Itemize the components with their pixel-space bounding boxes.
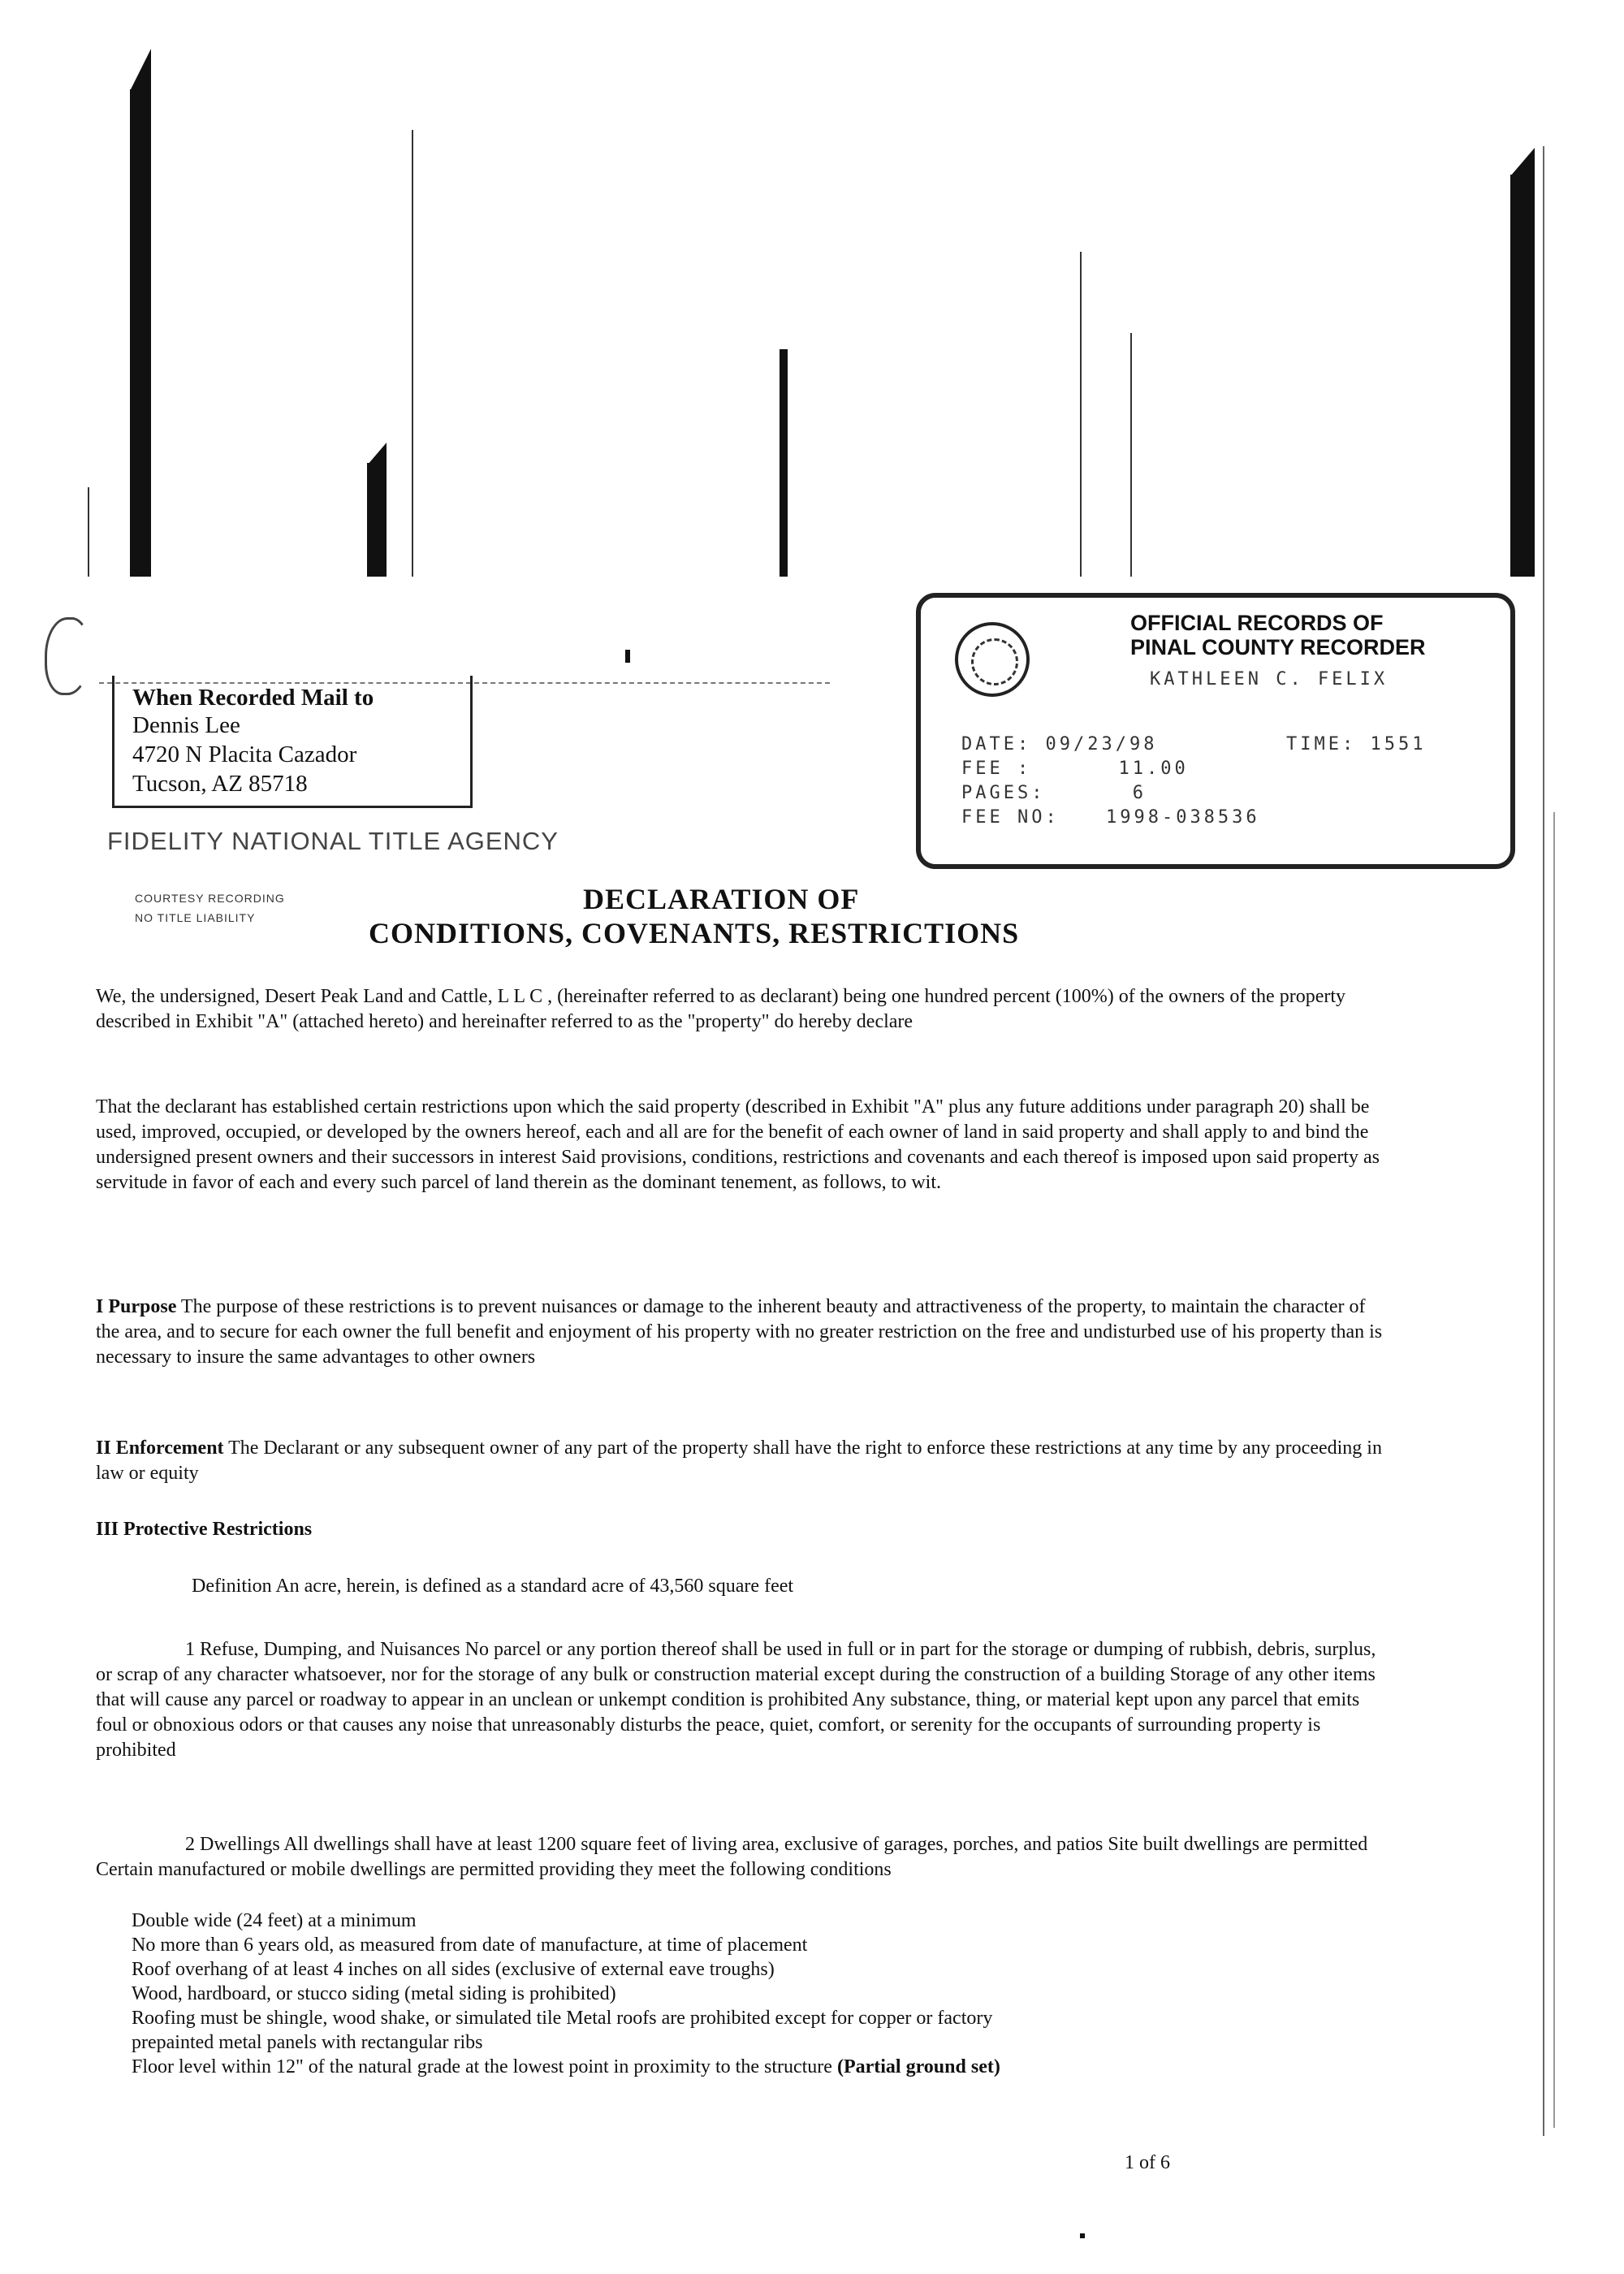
mail-to-city: Tucson, AZ 85718 xyxy=(132,771,308,797)
mail-to-box xyxy=(112,676,473,808)
section-enforcement xyxy=(96,1436,1387,1486)
condition-item: Double wide (24 feet) at a minimum xyxy=(132,1910,417,1931)
condition-item: No more than 6 years old, as measured from date of manufacture, at time of placement xyxy=(132,1935,808,1956)
section-purpose-heading: I Purpose xyxy=(96,1296,177,1317)
stamp-fee-number: FEE NO: 1998-038536 xyxy=(961,807,1260,828)
item-dwellings-text: All dwellings shall have at least 1200 square feet of living area, exclusive of garages, porches, and patios Site built dwellings are permitted Certain manufactured or mobile dwellings are permitted providing they meet the following conditions xyxy=(96,1834,1368,1880)
declarant-paragraph: That the declarant has established certain restrictions upon which the said property (described in Exhibit "A" plus any future additions under paragraph 20) shall be used, improved, occupied, or developed by the owners hereof, each and all are for the benefit of each owner of land in said property and shall apply to and bind the undersigned present owners and their successors in interest Said provisions, conditions, restrictions and covenants and each thereof is imposed upon said property as servitude in favor of each and every such parcel of land therein as the dominant tenement, as follows, to wit. xyxy=(96,1096,1380,1193)
section-purpose-text: The purpose of these restrictions is to prevent nuisances or damage to the inherent beauty and attractiveness of the property, to maintain the character of the area, and to secure for each owner the full benefit and enjoyment of his property with no greater restriction on the free and undisturbed use of his property than is necessary to insure the same advantages to other owners xyxy=(96,1296,1383,1368)
document-title: DECLARATION OF xyxy=(583,883,860,915)
mail-to-heading: When Recorded Mail to xyxy=(132,685,374,711)
recorder-stamp xyxy=(916,593,1515,869)
mail-to-name: Dennis Lee xyxy=(132,712,240,738)
stamp-pages: PAGES: 6 xyxy=(961,783,1147,803)
stamp-date: DATE: 09/23/98 xyxy=(961,734,1158,754)
condition-item-floor: Floor level within 12" of the natural grade at the lowest point in proximity to the structure (Partial ground set) xyxy=(132,2056,1000,2077)
section-enforcement-heading: II Enforcement xyxy=(96,1437,224,1459)
item-dwellings xyxy=(96,1832,1387,1883)
condition-item: Roof overhang of at least 4 inches on all sides (exclusive of external eave troughs) xyxy=(132,1959,775,1980)
stamp-time: TIME: 1551 xyxy=(1286,734,1427,754)
document-subtitle: CONDITIONS, COVENANTS, RESTRICTIONS xyxy=(369,917,1020,949)
stamp-title: OFFICIAL RECORDS OF PINAL COUNTY RECORDER xyxy=(1130,611,1426,659)
mail-to-address: 4720 N Placita Cazador xyxy=(132,741,357,767)
section-protective-heading: III Protective Restrictions xyxy=(96,1519,313,1540)
condition-item: prepainted metal panels with rectangular ribs xyxy=(132,2032,483,2053)
courtesy-note: COURTESY RECORDING xyxy=(135,892,285,905)
condition-item: Wood, hardboard, or stucco siding (metal siding is prohibited) xyxy=(132,1983,616,2004)
liability-note: NO TITLE LIABILITY xyxy=(135,911,256,924)
item-refuse-text: No parcel or any portion thereof shall be used in full or in part for the storage or dumping of rubbish, debris, surplus, or scrap of any character whatsoever, nor for the storage of any bulk or construction material except during the construction of a building Storage of any other items that will cause any parcel or roadway to appear in an unclean or unkempt condition is prohibited Any substance, thing, or material kept upon any parcel that emits foul or obnoxious odors or that causes any noise that unreasonably disturbs the peace, quiet, comfort, or serenity for the occupants of surrounding property is prohibited xyxy=(96,1639,1376,1761)
title-agency: FIDELITY NATIONAL TITLE AGENCY xyxy=(107,827,559,855)
item-dwellings-heading: 2 Dwellings xyxy=(185,1834,280,1855)
item-refuse xyxy=(96,1637,1387,1763)
section-enforcement-text: The Declarant or any subsequent owner of any part of the property shall have the right to enforce these restrictions at any time by any proceeding in law or equity xyxy=(96,1437,1382,1484)
partial-ground-set: (Partial ground set) xyxy=(836,2056,1000,2077)
stamp-fee: FEE : 11.00 xyxy=(961,759,1189,779)
county-seal-icon xyxy=(955,622,1030,697)
page-number: 1 of 6 xyxy=(1125,2152,1170,2173)
acre-definition: Definition An acre, herein, is defined as a standard acre of 43,560 square feet xyxy=(192,1576,794,1597)
condition-item: Roofing must be shingle, wood shake, or simulated tile Metal roofs are prohibited except for copper or factory xyxy=(132,2008,993,2029)
intro-paragraph: We, the undersigned, Desert Peak Land and Cattle, L L C , (hereinafter referred to as declarant) being one hundred percent (100%) of the owners of the property described in Exhibit "A" (attached hereto) and hereinafter referred to as the "property" do hereby declare xyxy=(96,986,1346,1032)
item-refuse-heading: 1 Refuse, Dumping, and Nuisances xyxy=(185,1639,460,1660)
section-purpose xyxy=(96,1295,1387,1370)
recorder-name: KATHLEEN C. FELIX xyxy=(1150,669,1389,690)
